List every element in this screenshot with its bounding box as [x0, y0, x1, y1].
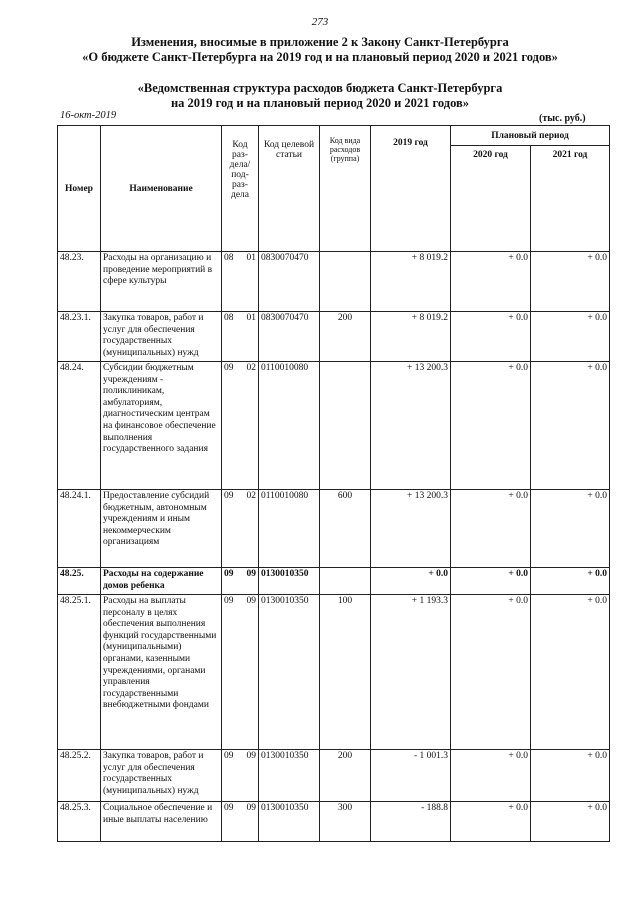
row-expense-type: 200	[320, 750, 371, 802]
row-section-code	[222, 362, 259, 490]
row-target-code: 0110010080	[259, 362, 320, 490]
row-expense-type: 600	[320, 490, 371, 568]
section-title-line-2: на 2019 год и на плановый период 2020 и 2021 годов»	[170, 96, 470, 110]
row-value-2020: + 0.0	[451, 312, 531, 362]
section-title	[0, 81, 640, 111]
row-expense-type: 100	[320, 595, 371, 750]
row-name: Закупка товаров, работ и услуг для обеспечения государственных (муниципальных) нужд	[101, 750, 222, 802]
row-section-code	[222, 568, 259, 595]
row-section-code	[222, 252, 259, 312]
row-razdel: 09	[224, 569, 234, 579]
budget-table	[57, 125, 610, 842]
row-section-code	[222, 312, 259, 362]
document-title	[0, 35, 640, 65]
row-value-2020: + 0.0	[451, 802, 531, 842]
section-title-line-1: «Ведомственная структура расходов бюджета Санкт-Петербурга	[137, 81, 503, 95]
row-target-code: 0830070470	[259, 252, 320, 312]
row-value-2021: + 0.0	[531, 490, 610, 568]
row-podrazdel: 02	[246, 491, 256, 501]
table-row	[58, 490, 610, 568]
row-name: Расходы на организацию и проведение мероприятий в сфере культуры	[101, 252, 222, 312]
row-value-2020: + 0.0	[451, 568, 531, 595]
document-title-line-1: Изменения, вносимые в приложение 2 к Закону Санкт-Петербурга	[131, 35, 509, 49]
row-value-2019: + 13 200.3	[371, 362, 451, 490]
row-target-code: 0130010350	[259, 802, 320, 842]
header-year-2021: 2021 год	[531, 146, 610, 252]
table-row	[58, 750, 610, 802]
row-value-2021: + 0.0	[531, 568, 610, 595]
table-row	[58, 568, 610, 595]
row-expense-type: 200	[320, 312, 371, 362]
header-target-code: Код целевой статьи	[259, 126, 320, 252]
table-row	[58, 802, 610, 842]
row-value-2021: + 0.0	[531, 362, 610, 490]
row-podrazdel: 09	[246, 751, 256, 761]
row-value-2021: + 0.0	[531, 252, 610, 312]
row-podrazdel: 02	[246, 363, 256, 373]
row-name: Субсидии бюджетным учреждениям - поликлиникам, амбулаториям, диагностическим центрам на финансовое обеспечение выполнения государственного задания	[101, 362, 222, 490]
table-row	[58, 595, 610, 750]
row-number: 48.25.2.	[58, 750, 101, 802]
row-value-2021: + 0.0	[531, 802, 610, 842]
row-section-code	[222, 750, 259, 802]
units-label: (тыс. руб.)	[539, 113, 586, 124]
row-name: Закупка товаров, работ и услуг для обеспечения государственных (муниципальных) нужд	[101, 312, 222, 362]
row-podrazdel: 09	[246, 569, 256, 579]
row-number: 48.23.1.	[58, 312, 101, 362]
row-name: Социальное обеспечение и иные выплаты населению	[101, 802, 222, 842]
row-target-code: 0830070470	[259, 312, 320, 362]
page-number: 273	[311, 16, 329, 28]
row-name: Предоставление субсидий бюджетным, автономным учреждениям и иным некоммерческим организациям	[101, 490, 222, 568]
row-razdel: 08	[224, 313, 234, 323]
document-title-line-2: «О бюджете Санкт-Петербурга на 2019 год и на плановый период 2020 и 2021 годов»	[82, 50, 558, 64]
row-number: 48.24.1.	[58, 490, 101, 568]
row-number: 48.25.3.	[58, 802, 101, 842]
row-razdel: 09	[224, 363, 234, 373]
document-date: 16-окт-2019	[60, 110, 117, 121]
row-number: 48.25.	[58, 568, 101, 595]
row-name: Расходы на выплаты персоналу в целях обеспечения выполнения функций государственными (муниципальными) органами, казенными учреждениями, органами управления государственными внебюджетными фондами	[101, 595, 222, 750]
row-value-2020: + 0.0	[451, 595, 531, 750]
header-year-2020: 2020 год	[451, 146, 531, 252]
row-value-2019: + 8 019.2	[371, 312, 451, 362]
row-podrazdel: 01	[246, 253, 256, 263]
table-row	[58, 252, 610, 312]
row-expense-type	[320, 362, 371, 490]
row-target-code: 0130010350	[259, 568, 320, 595]
row-razdel: 09	[224, 751, 234, 761]
header-section-code: Код раз-дела/ под-раз-дела	[222, 126, 259, 252]
row-value-2019: - 1 001.3	[371, 750, 451, 802]
row-value-2021: + 0.0	[531, 595, 610, 750]
row-name: Расходы на содержание домов ребенка	[101, 568, 222, 595]
table-row	[58, 362, 610, 490]
row-section-code	[222, 802, 259, 842]
row-number: 48.25.1.	[58, 595, 101, 750]
row-razdel: 09	[224, 803, 234, 813]
header-expense-type: Код вида расходов (группа)	[320, 126, 371, 252]
row-value-2019: - 188.8	[371, 802, 451, 842]
row-value-2019: + 0.0	[371, 568, 451, 595]
row-value-2020: + 0.0	[451, 490, 531, 568]
header-year-2019: 2019 год	[371, 126, 451, 252]
row-section-code	[222, 595, 259, 750]
row-value-2019: + 1 193.3	[371, 595, 451, 750]
row-expense-type	[320, 252, 371, 312]
row-target-code: 0130010350	[259, 750, 320, 802]
row-value-2019: + 13 200.3	[371, 490, 451, 568]
row-number: 48.23.	[58, 252, 101, 312]
row-value-2020: + 0.0	[451, 750, 531, 802]
row-target-code: 0130010350	[259, 595, 320, 750]
row-value-2020: + 0.0	[451, 252, 531, 312]
row-target-code: 0110010080	[259, 490, 320, 568]
row-value-2019: + 8 019.2	[371, 252, 451, 312]
row-podrazdel: 01	[246, 313, 256, 323]
row-section-code	[222, 490, 259, 568]
row-value-2021: + 0.0	[531, 750, 610, 802]
header-name: Наименование	[101, 126, 222, 252]
header-planned-period: Плановый период	[451, 126, 610, 146]
row-podrazdel: 09	[246, 596, 256, 606]
table-row	[58, 312, 610, 362]
row-number: 48.24.	[58, 362, 101, 490]
row-value-2021: + 0.0	[531, 312, 610, 362]
row-razdel: 08	[224, 253, 234, 263]
header-number: Номер	[58, 126, 101, 252]
row-razdel: 09	[224, 596, 234, 606]
row-podrazdel: 09	[246, 803, 256, 813]
row-value-2020: + 0.0	[451, 362, 531, 490]
row-expense-type: 300	[320, 802, 371, 842]
row-razdel: 09	[224, 491, 234, 501]
row-expense-type	[320, 568, 371, 595]
